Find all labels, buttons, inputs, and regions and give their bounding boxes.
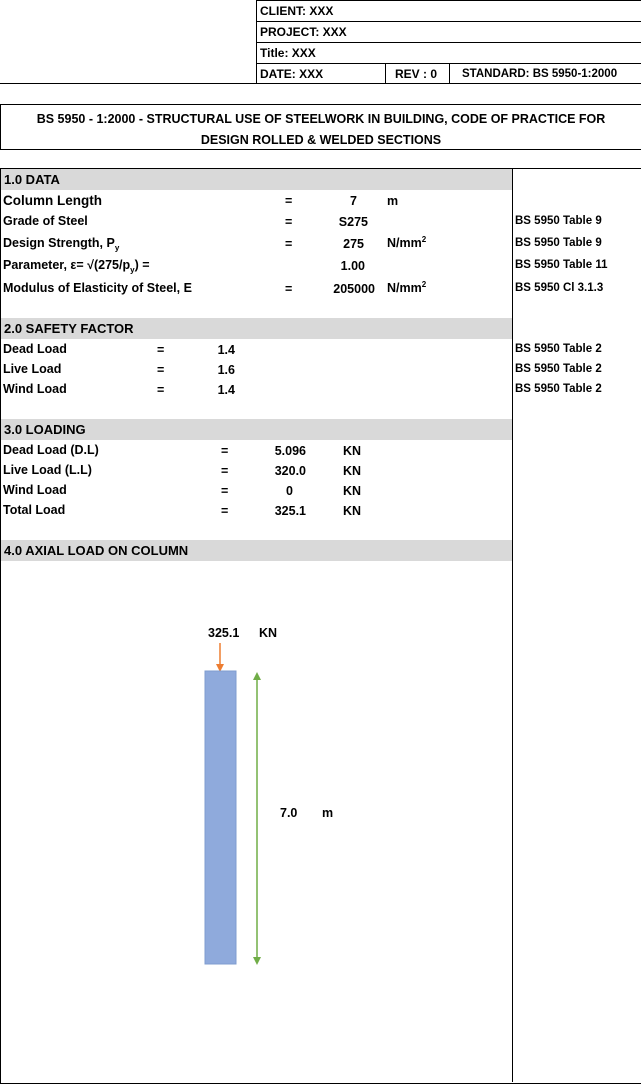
modulus-ref: BS 5950 Cl 3.1.3 <box>515 282 604 294</box>
date-label: DATE: XXX <box>260 67 324 81</box>
load-live-eq: = <box>221 464 229 478</box>
safety-wind-label: Wind Load <box>3 382 67 396</box>
section-loading-title: 3.0 LOADING <box>4 422 86 437</box>
design-strength-ref: BS 5950 Table 9 <box>515 237 602 249</box>
document-title-line2: DESIGN ROLLED & WELDED SECTIONS <box>200 133 442 147</box>
column-length-value: 7 <box>350 194 357 208</box>
parameter-ref: BS 5950 Table 11 <box>515 259 608 271</box>
section-axial-title: 4.0 AXIAL LOAD ON COLUMN <box>4 543 189 558</box>
load-wind-eq: = <box>221 484 229 498</box>
section-data-title: 1.0 DATA <box>4 172 60 187</box>
modulus-value: 205000 <box>333 282 375 296</box>
parameter-text-b: ) = <box>134 258 150 272</box>
safety-dead-value: 1.4 <box>217 343 235 357</box>
safety-wind-ref: BS 5950 Table 2 <box>515 383 602 395</box>
design-strength-unit-text: N/mm <box>387 236 422 251</box>
design-strength-eq: = <box>285 237 293 251</box>
section-safety-title: 2.0 SAFETY FACTOR <box>4 321 134 336</box>
design-strength-unit-sup: 2 <box>421 235 427 244</box>
grade-label: Grade of Steel <box>3 214 88 228</box>
load-wind-unit: KN <box>343 484 362 498</box>
grade-ref: BS 5950 Table 9 <box>515 215 602 227</box>
safety-live-value: 1.6 <box>217 363 235 377</box>
document-title-line1: BS 5950 - 1:2000 - STRUCTURAL USE OF STEELWORK IN BUILDING, CODE OF PRACTICE FOR <box>36 112 606 126</box>
column-length-dim-unit: m <box>322 806 334 820</box>
load-wind-value: 0 <box>286 484 293 498</box>
load-total-unit: KN <box>343 504 362 518</box>
load-dead-label: Dead Load (D.L) <box>3 443 99 457</box>
load-total-value: 325.1 <box>274 504 306 518</box>
column-length-label: Column Length <box>3 193 102 208</box>
grade-value: S275 <box>338 215 368 229</box>
load-live-unit: KN <box>343 464 362 478</box>
load-live-label: Live Load (L.L) <box>3 463 92 477</box>
design-strength-sub: y <box>114 243 120 253</box>
rev-label: REV : 0 <box>395 67 438 81</box>
column-length-dim-value: 7.0 <box>280 806 298 820</box>
load-live-value: 320.0 <box>274 464 306 478</box>
safety-dead-eq: = <box>157 343 165 357</box>
standard-label: STANDARD: BS 5950-1:2000 <box>462 68 618 80</box>
client-label: CLIENT: XXX <box>260 4 334 18</box>
project-label: PROJECT: XXX <box>260 25 347 39</box>
safety-live-eq: = <box>157 363 165 377</box>
load-total-label: Total Load <box>3 503 66 517</box>
safety-wind-value: 1.4 <box>217 383 235 397</box>
parameter-value: 1.00 <box>340 259 365 273</box>
safety-live-ref: BS 5950 Table 2 <box>515 363 602 375</box>
column-length-unit: m <box>387 194 399 208</box>
safety-live-label: Live Load <box>3 362 62 376</box>
modulus-eq: = <box>285 282 293 296</box>
column-shape <box>205 671 236 964</box>
title-label: Title: XXX <box>260 46 316 60</box>
modulus-label: Modulus of Elasticity of Steel, E <box>3 281 192 295</box>
load-wind-label: Wind Load <box>3 483 67 497</box>
axial-load-value: 325.1 <box>208 626 240 640</box>
grade-eq: = <box>285 215 293 229</box>
design-strength-text: Design Strength, P <box>3 236 115 250</box>
parameter-sub: y <box>130 265 135 275</box>
design-strength-value: 275 <box>343 237 364 251</box>
axial-load-unit: KN <box>259 626 278 640</box>
load-dead-eq: = <box>221 444 229 458</box>
modulus-unit-text: N/mm <box>387 281 422 296</box>
safety-dead-ref: BS 5950 Table 2 <box>515 343 602 355</box>
modulus-unit-sup: 2 <box>421 280 427 289</box>
load-dead-unit: KN <box>343 444 362 458</box>
safety-wind-eq: = <box>157 383 165 397</box>
load-dead-value: 5.096 <box>274 444 306 458</box>
column-length-eq: = <box>285 194 293 208</box>
safety-dead-label: Dead Load <box>3 342 67 356</box>
load-total-eq: = <box>221 504 229 518</box>
parameter-text-a: Parameter, ε= √(275/p <box>3 258 131 272</box>
